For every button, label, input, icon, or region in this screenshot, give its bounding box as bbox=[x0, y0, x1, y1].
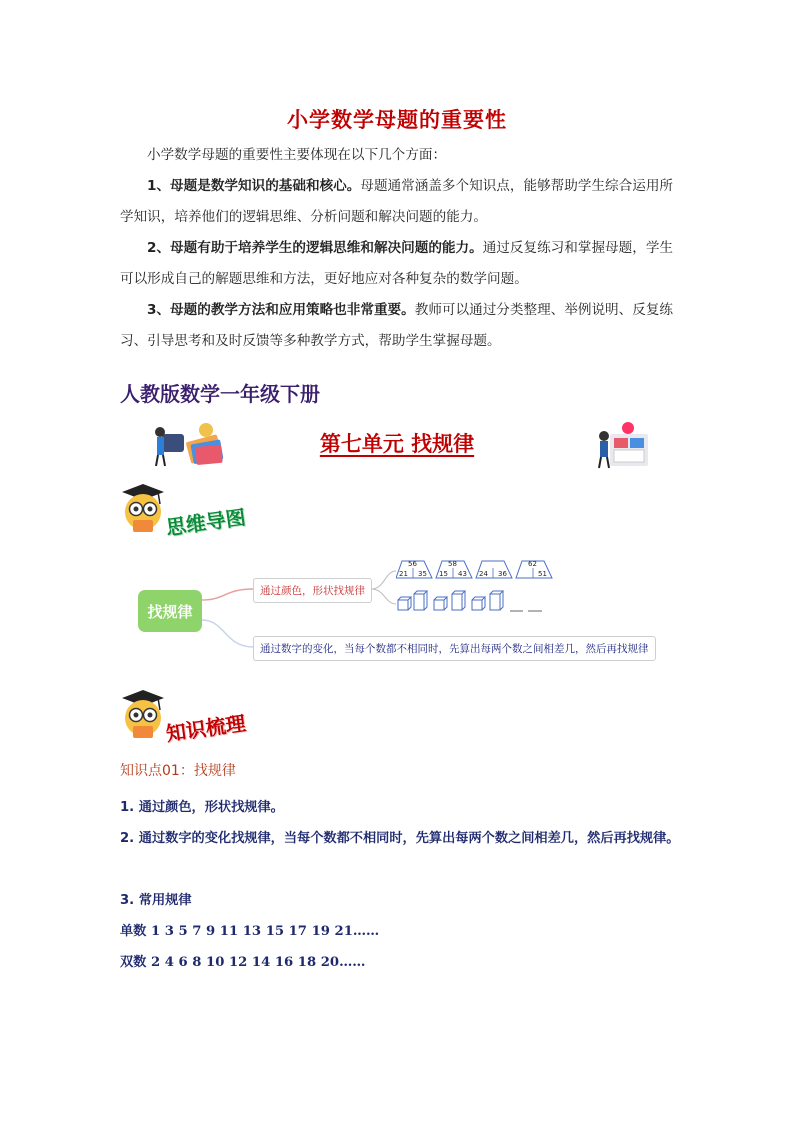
point-3-text: 教师可以通过分类整理、举例说明、反复练习、引导思考和及时反馈等多种教学方式，帮助学生掌握母题。 bbox=[120, 302, 674, 349]
intro-paragraph: 小学数学母题的重要性主要体现在以下几个方面： bbox=[147, 147, 447, 163]
trap-2-right: 43 bbox=[458, 570, 467, 578]
trap-1-top: 56 bbox=[408, 560, 417, 568]
knowledge-point-title: 知识点01：找规律 bbox=[120, 763, 236, 779]
odd-numbers-line bbox=[120, 916, 680, 947]
trap-4-right: 51 bbox=[538, 570, 547, 578]
trap-3-left: 24 bbox=[479, 570, 488, 578]
trap-2-left: 15 bbox=[439, 570, 448, 578]
knowledge-item-2: 2. 通过数字的变化找规律，当每个数都不相同时，先算出每两个数之间相差几，然后再找规律。 bbox=[120, 831, 680, 846]
knowledge-item-3: 3. 常用规律 bbox=[120, 893, 192, 908]
trap-1-left: 21 bbox=[399, 570, 408, 578]
trap-3-right: 36 bbox=[498, 570, 507, 578]
odd-numbers: 1 3 5 7 9 11 13 15 17 19 21…… bbox=[150, 924, 380, 939]
even-numbers-line bbox=[120, 947, 680, 978]
trap-1-right: 35 bbox=[418, 570, 427, 578]
knowledge-section-title: 知识梳理 bbox=[164, 710, 248, 746]
cube-pattern-icon bbox=[396, 588, 546, 614]
point-1-lead: 1、母题是数学知识的基础和核心。 bbox=[147, 178, 361, 194]
even-label: 双数 bbox=[120, 955, 147, 970]
mindmap-root: 找规律 bbox=[138, 590, 202, 632]
mindmap-section-title: 思维导图 bbox=[164, 504, 248, 540]
point-3-lead: 3、母题的教学方法和应用策略也非常重要。 bbox=[147, 302, 415, 318]
trapezoid-pattern bbox=[396, 560, 556, 580]
point-2-text: 通过反复练习和掌握母题，学生可以形成自己的解题思维和方法，更好地应对各种复杂的数学问题。 bbox=[120, 240, 674, 287]
owl-mascot-icon-2 bbox=[118, 688, 168, 740]
point-1-text: 母题通常涵盖多个知识点，能够帮助学生综合运用所学知识，培养他们的逻辑思维、分析问题和解决问题的能力。 bbox=[120, 178, 674, 225]
knowledge-item-1: 1. 通过颜色，形状找规律。 bbox=[120, 800, 284, 815]
trap-2-top: 58 bbox=[448, 560, 457, 568]
even-numbers: 2 4 6 8 10 12 14 16 18 20…… bbox=[150, 955, 366, 970]
point-2-lead: 2、母题有助于培养学生的逻辑思维和解决问题的能力。 bbox=[147, 240, 483, 256]
trap-4-top: 62 bbox=[528, 560, 537, 568]
page-title: 小学数学母题的重要性 bbox=[287, 107, 507, 132]
mindmap-branch-number-change: 通过数字的变化，当每个数都不相同时，先算出每两个数之间相差几，然后再找规律 bbox=[253, 636, 656, 661]
book-title: 人教版数学一年级下册 bbox=[120, 382, 320, 406]
mindmap-branch-shape-color: 通过颜色，形状找规律 bbox=[253, 578, 372, 603]
unit-title: 第七单元 找规律 bbox=[319, 431, 475, 456]
odd-label: 单数 bbox=[120, 924, 147, 939]
